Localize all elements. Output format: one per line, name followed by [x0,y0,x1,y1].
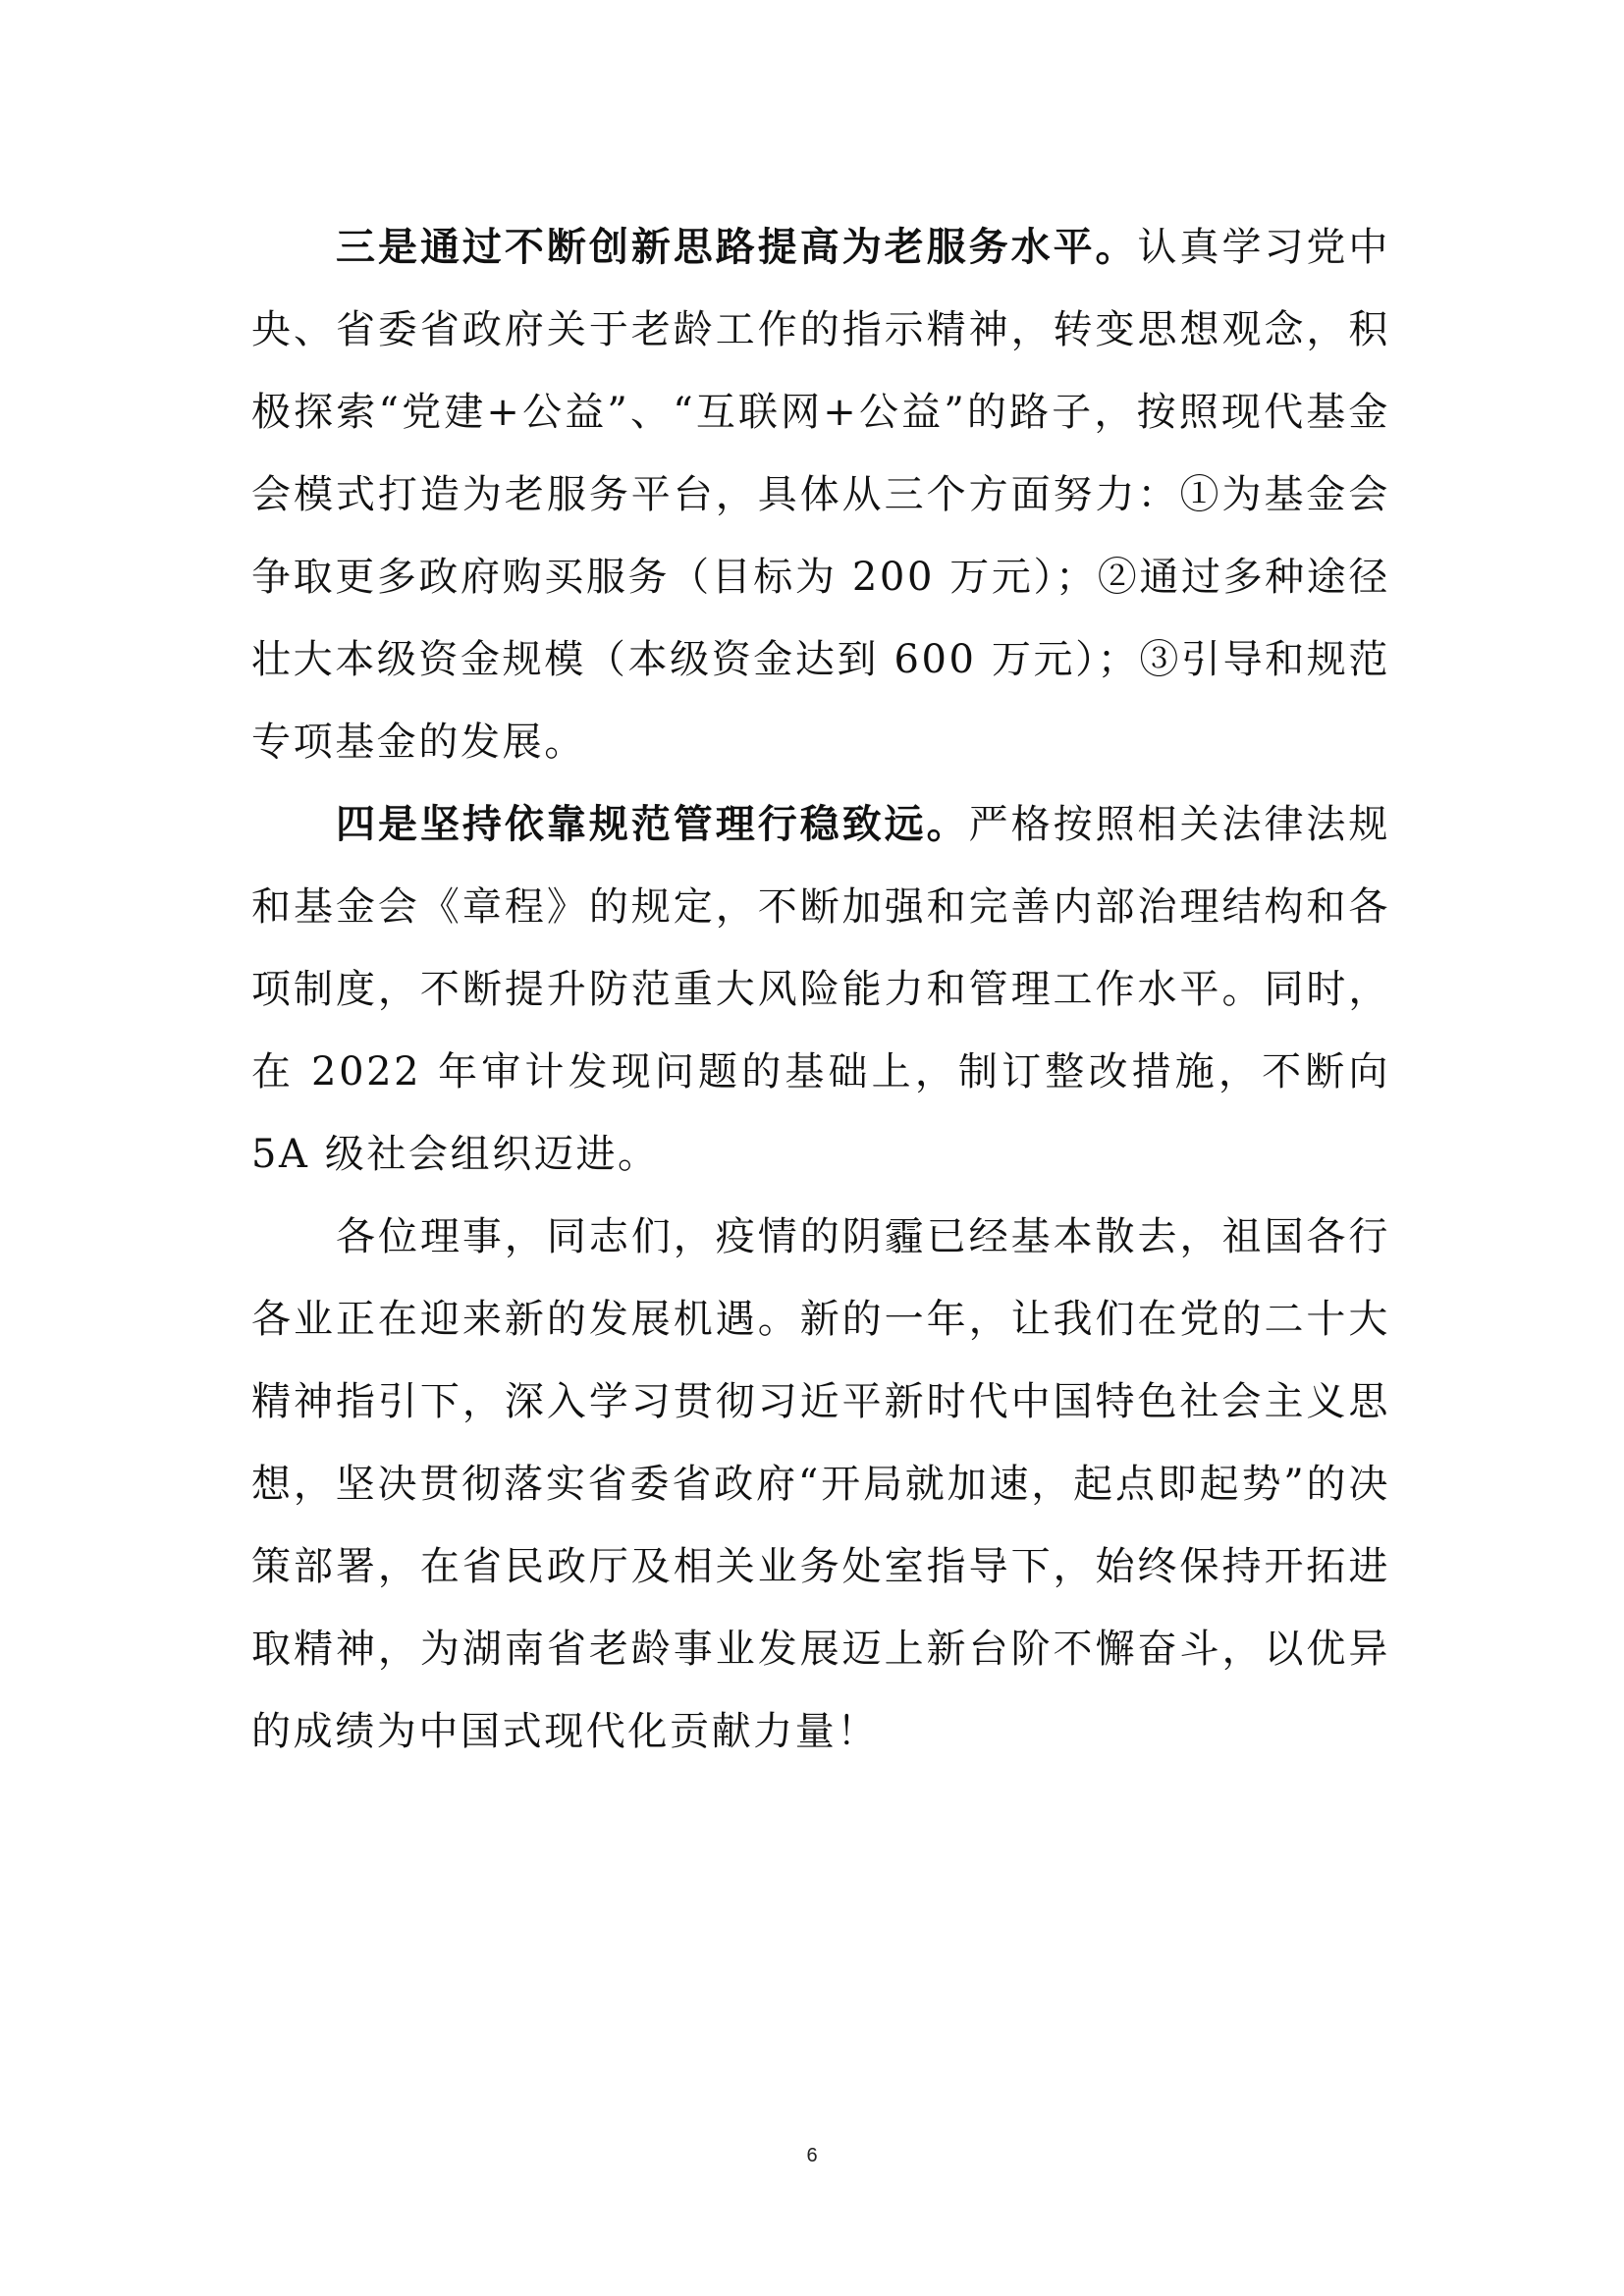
paragraph-service-level [251,206,1390,783]
document-body [251,206,1390,1773]
paragraph-standard-management [251,783,1390,1196]
paragraph-lead-heading: 三是通过不断创新思路提高为老服务水平。 [336,224,1138,270]
paragraph-lead-heading: 四是坚持依靠规范管理行稳致远。 [336,801,969,847]
paragraph-closing-remarks [251,1196,1390,1773]
paragraph-body-text: 各位理事，同志们，疫情的阴霾已经基本散去，祖国各行各业正在迎来新的发展机遇。新的一年，让我们在党的二十大精神指引下，深入学习贯彻习近平新时代中国特色社会主义思想，坚决贯彻落实省委省政府“开局就加速，起点即起势”的决策部署，在省民政厅及相关业务处室指导下，始终保持开拓进取精神，为湖南省老龄事业发展迈上新台阶不懈奋斗，以优异的成绩为中国式现代化贡献力量！ [251,1214,1390,1754]
paragraph-body-text: 认真学习党中央、省委省政府关于老龄工作的指示精神，转变思想观念，积极探索“党建+公益”、“互联网+公益”的路子，按照现代基金会模式打造为老服务平台，具体从三个方面努力：①为基金会争取更多政府购买服务（目标为 200 万元）；②通过多种途径壮大本级资金规模（本级资金达到 600 万元）；③引导和规范专项基金的发展。 [251,225,1390,765]
page-number: 6 [806,2145,818,2166]
paragraph-body-text: 严格按照相关法律法规和基金会《章程》的规定，不断加强和完善内部治理结构和各项制度，不断提升防范重大风险能力和管理工作水平。同时，在 2022 年审计发现问题的基础上，制订整改措施，不断向 5A 级社会组织迈进。 [251,802,1390,1177]
